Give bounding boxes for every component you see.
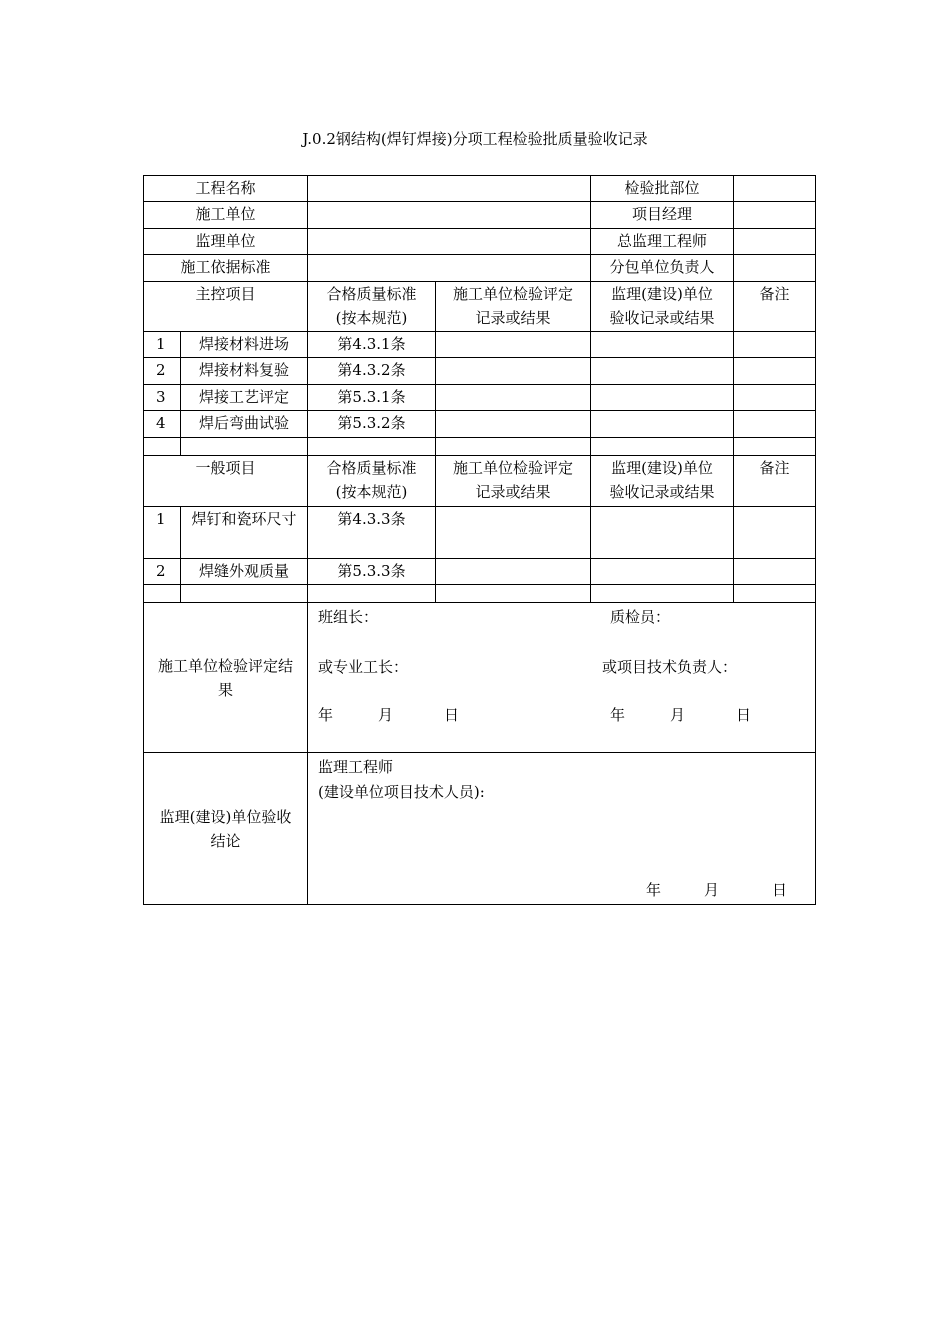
item-clause: 第5.3.2条 bbox=[308, 411, 436, 438]
inspection-record-table bbox=[143, 175, 816, 905]
empty-cell[interactable] bbox=[734, 438, 816, 456]
col-remark-header: 备注 bbox=[734, 456, 816, 507]
year-label: 年 bbox=[318, 706, 334, 724]
table-row bbox=[144, 411, 816, 438]
col-standard-l2: (按本规范) bbox=[335, 309, 408, 327]
empty-cell[interactable] bbox=[436, 585, 591, 603]
field-super-result[interactable] bbox=[591, 507, 734, 559]
field-standard[interactable] bbox=[308, 255, 591, 282]
field-constr-result[interactable] bbox=[436, 385, 591, 411]
col-super-header bbox=[591, 282, 734, 332]
field-remark[interactable] bbox=[734, 507, 816, 559]
inspector-label: 质检员： bbox=[610, 608, 671, 626]
table-row bbox=[144, 385, 816, 411]
label-construction-unit: 施工单位 bbox=[144, 202, 308, 229]
field-batch-location[interactable] bbox=[734, 176, 816, 202]
col-super-l1: 监理(建设)单位 bbox=[611, 459, 713, 477]
col-super-l2: 验收记录或结果 bbox=[609, 309, 715, 327]
owner-tech-label: (建设单位项目技术人员): bbox=[318, 783, 485, 801]
row-construction-unit bbox=[144, 202, 816, 229]
item-name: 焊缝外观质量 bbox=[181, 559, 308, 585]
field-constr-result[interactable] bbox=[436, 411, 591, 438]
field-construction-unit[interactable] bbox=[308, 202, 591, 229]
empty-cell[interactable] bbox=[591, 438, 734, 456]
label-batch-location: 检验批部位 bbox=[591, 176, 734, 202]
engineer-label: 监理工程师 bbox=[318, 758, 394, 776]
table-row bbox=[144, 559, 816, 585]
empty-cell[interactable] bbox=[308, 585, 436, 603]
main-items-label: 主控项目 bbox=[144, 282, 308, 332]
empty-cell[interactable] bbox=[591, 585, 734, 603]
field-remark[interactable] bbox=[734, 332, 816, 358]
empty-cell[interactable] bbox=[144, 585, 181, 603]
item-no: 3 bbox=[144, 385, 181, 411]
field-project-manager[interactable] bbox=[734, 202, 816, 229]
field-super-result[interactable] bbox=[591, 411, 734, 438]
col-super-l2: 验收记录或结果 bbox=[609, 483, 715, 501]
field-super-result[interactable] bbox=[591, 385, 734, 411]
field-subcontractor-lead[interactable] bbox=[734, 255, 816, 282]
field-remark[interactable] bbox=[734, 559, 816, 585]
month-label: 月 bbox=[670, 706, 686, 724]
page-title: J.0.2钢结构(焊钉焊接)分项工程检验批质量验收记录 bbox=[302, 130, 648, 148]
foreman-label: 或专业工长： bbox=[318, 658, 409, 676]
field-constr-result[interactable] bbox=[436, 358, 591, 385]
item-clause: 第4.3.3条 bbox=[308, 507, 436, 559]
col-standard-l2: (按本规范) bbox=[335, 483, 408, 501]
field-project-name[interactable] bbox=[308, 176, 591, 202]
constr-signature-area[interactable] bbox=[308, 603, 816, 753]
col-super-l1: 监理(建设)单位 bbox=[611, 285, 713, 303]
general-header-row bbox=[144, 456, 816, 507]
table-row bbox=[144, 332, 816, 358]
field-super-result[interactable] bbox=[591, 358, 734, 385]
main-header-row bbox=[144, 282, 816, 332]
col-remark-header: 备注 bbox=[734, 282, 816, 332]
label-project-name: 工程名称 bbox=[144, 176, 308, 202]
col-standard-header bbox=[308, 456, 436, 507]
item-name: 焊接材料进场 bbox=[181, 332, 308, 358]
item-no: 2 bbox=[144, 559, 181, 585]
col-standard-l1: 合格质量标准 bbox=[326, 285, 417, 303]
row-supervision-unit bbox=[144, 229, 816, 255]
year-label: 年 bbox=[610, 706, 626, 724]
row-standard bbox=[144, 255, 816, 282]
col-constr-l1: 施工单位检验评定 bbox=[453, 285, 574, 303]
item-name: 焊后弯曲试验 bbox=[181, 411, 308, 438]
item-no: 1 bbox=[144, 507, 181, 559]
table-row bbox=[144, 358, 816, 385]
item-name: 焊钉和瓷环尺寸 bbox=[181, 507, 308, 559]
label-subcontractor-lead: 分包单位负责人 bbox=[591, 255, 734, 282]
empty-cell[interactable] bbox=[308, 438, 436, 456]
day-label: 日 bbox=[772, 881, 788, 899]
col-constr-header bbox=[436, 456, 591, 507]
item-clause: 第5.3.3条 bbox=[308, 559, 436, 585]
super-result-label: 监理(建设)单位验收结论 bbox=[144, 753, 308, 905]
day-label: 日 bbox=[736, 706, 752, 724]
item-name: 焊接工艺评定 bbox=[181, 385, 308, 411]
item-no: 1 bbox=[144, 332, 181, 358]
col-standard-header bbox=[308, 282, 436, 332]
table-row-empty bbox=[144, 585, 816, 603]
field-constr-result[interactable] bbox=[436, 507, 591, 559]
tech-lead-label: 或项目技术负责人： bbox=[602, 658, 738, 676]
super-signature-area[interactable] bbox=[308, 753, 816, 905]
field-remark[interactable] bbox=[734, 411, 816, 438]
item-clause: 第4.3.2条 bbox=[308, 358, 436, 385]
item-clause: 第4.3.1条 bbox=[308, 332, 436, 358]
label-project-manager: 项目经理 bbox=[591, 202, 734, 229]
col-constr-header bbox=[436, 282, 591, 332]
row-project-name bbox=[144, 176, 816, 202]
empty-cell[interactable] bbox=[181, 438, 308, 456]
year-label: 年 bbox=[646, 881, 662, 899]
constr-result-label: 施工单位检验评定结果 bbox=[144, 603, 308, 753]
empty-cell[interactable] bbox=[181, 585, 308, 603]
general-items-label: 一般项目 bbox=[144, 456, 308, 507]
label-chief-supervisor: 总监理工程师 bbox=[591, 229, 734, 255]
field-chief-supervisor[interactable] bbox=[734, 229, 816, 255]
field-super-result[interactable] bbox=[591, 332, 734, 358]
field-remark[interactable] bbox=[734, 358, 816, 385]
col-standard-l1: 合格质量标准 bbox=[326, 459, 417, 477]
table-row-empty bbox=[144, 438, 816, 456]
field-constr-result[interactable] bbox=[436, 332, 591, 358]
field-remark[interactable] bbox=[734, 385, 816, 411]
item-clause: 第5.3.1条 bbox=[308, 385, 436, 411]
empty-cell[interactable] bbox=[436, 438, 591, 456]
col-super-header bbox=[591, 456, 734, 507]
day-label: 日 bbox=[444, 706, 460, 724]
label-supervision-unit: 监理单位 bbox=[144, 229, 308, 255]
item-name: 焊接材料复验 bbox=[181, 358, 308, 385]
super-result-row bbox=[144, 753, 816, 905]
col-constr-l1: 施工单位检验评定 bbox=[453, 459, 574, 477]
constr-result-row bbox=[144, 603, 816, 753]
field-supervision-unit[interactable] bbox=[308, 229, 591, 255]
empty-cell[interactable] bbox=[144, 438, 181, 456]
item-no: 4 bbox=[144, 411, 181, 438]
month-label: 月 bbox=[704, 881, 720, 899]
item-no: 2 bbox=[144, 358, 181, 385]
field-constr-result[interactable] bbox=[436, 559, 591, 585]
col-constr-l2: 记录或结果 bbox=[475, 483, 551, 501]
col-constr-l2: 记录或结果 bbox=[475, 309, 551, 327]
empty-cell[interactable] bbox=[734, 585, 816, 603]
month-label: 月 bbox=[378, 706, 394, 724]
label-standard: 施工依据标准 bbox=[144, 255, 308, 282]
team-leader-label: 班组长： bbox=[318, 608, 379, 626]
field-super-result[interactable] bbox=[591, 559, 734, 585]
table-row bbox=[144, 507, 816, 559]
